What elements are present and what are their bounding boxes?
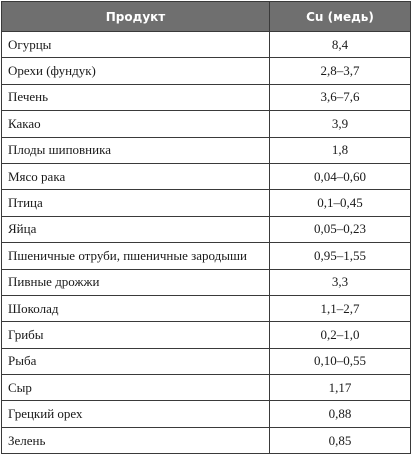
product-name-cell: Мясо рака [2,163,270,189]
copper-value-cell: 1,8 [270,137,411,163]
table-row [2,137,411,163]
product-name-cell: Птица [2,190,270,216]
table-row [2,84,411,110]
copper-value-cell: 2,8–3,7 [270,58,411,84]
product-name-cell: Сыр [2,375,270,401]
column-header-copper: Cu (медь) [270,2,411,32]
table-header-row [2,2,411,32]
table-row [2,348,411,374]
product-name-cell: Яйца [2,216,270,242]
copper-value-cell: 3,9 [270,111,411,137]
copper-content-table [1,1,411,454]
copper-value-cell: 0,10–0,55 [270,348,411,374]
table-row [2,243,411,269]
copper-value-cell: 0,04–0,60 [270,163,411,189]
table-row [2,427,411,453]
copper-value-cell: 0,88 [270,401,411,427]
table-row [2,111,411,137]
table-row [2,295,411,321]
copper-value-cell: 0,05–0,23 [270,216,411,242]
table-row [2,32,411,58]
product-name-cell: Пшеничные отруби, пшеничные зародыши [2,243,270,269]
table-row [2,58,411,84]
copper-value-cell: 0,95–1,55 [270,243,411,269]
product-name-cell: Какао [2,111,270,137]
copper-value-cell: 3,6–7,6 [270,84,411,110]
table-row [2,322,411,348]
copper-value-cell: 8,4 [270,32,411,58]
product-name-cell: Пивные дрожжи [2,269,270,295]
copper-value-cell: 0,85 [270,427,411,453]
product-name-cell: Орехи (фундук) [2,58,270,84]
table-row [2,216,411,242]
table-row [2,190,411,216]
product-name-cell: Грецкий орех [2,401,270,427]
copper-value-cell: 0,1–0,45 [270,190,411,216]
product-name-cell: Грибы [2,322,270,348]
product-name-cell: Плоды шиповника [2,137,270,163]
copper-value-cell: 1,1–2,7 [270,295,411,321]
table-row [2,269,411,295]
product-name-cell: Зелень [2,427,270,453]
copper-value-cell: 0,2–1,0 [270,322,411,348]
table-row [2,375,411,401]
product-name-cell: Огурцы [2,32,270,58]
product-name-cell: Печень [2,84,270,110]
copper-value-cell: 1,17 [270,375,411,401]
copper-value-cell: 3,3 [270,269,411,295]
product-name-cell: Рыба [2,348,270,374]
table-row [2,401,411,427]
product-name-cell: Шоколад [2,295,270,321]
column-header-product: Продукт [2,2,270,32]
table-row [2,163,411,189]
